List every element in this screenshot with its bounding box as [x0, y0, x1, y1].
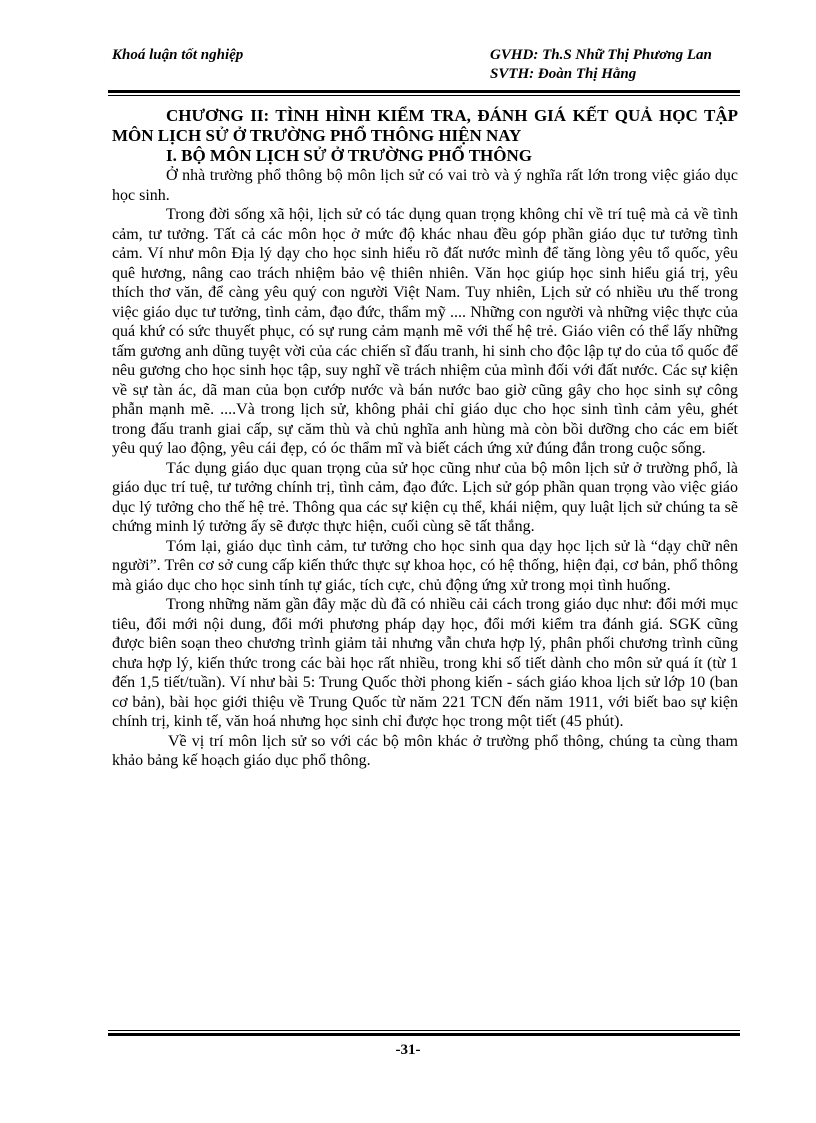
chapter-title: CHƯƠNG II: TÌNH HÌNH KIỂM TRA, ĐÁNH GIÁ KẾT QUẢ HỌC TẬP MÔN LỊCH SỬ Ở TRƯỜNG PHỔ THÔNG HIỆN NAY — [112, 106, 738, 145]
paragraph: Tác dụng giáo dục quan trọng của sử học cũng như của bộ môn lịch sử ở trường phổ, là giáo dục trí tuệ, tư tưởng chính trị, tình cảm, đạo đức. Lịch sử góp phần quan trọng vào việc giáo dục lý tưởng cho thế hệ trẻ. Thông qua các sự kiện cụ thể, khái niệm, quy luật lịch sử chúng ta sẽ chứng minh lý tưởng ấy sẽ được thực hiện, cuối cùng sẽ tất thắng. — [112, 459, 738, 535]
paragraph: Tóm lại, giáo dục tình cảm, tư tưởng cho học sinh qua dạy học lịch sử là “dạy chữ nên người”. Trên cơ sở cung cấp kiến thức thực sự khoa học, có hệ thống, hiện đại, cơ bản, phổ thông mà giáo dục cho học sinh tính tự giác, tích cực, chủ động ứng xử trong mọi tình huống. — [112, 537, 738, 594]
section-title: I. BỘ MÔN LỊCH SỬ Ở TRƯỜNG PHỔ THÔNG — [166, 146, 533, 165]
paragraph: Trong đời sống xã hội, lịch sử có tác dụng quan trọng không chỉ về trí tuệ mà cả về tình cảm, tư tưởng. Tất cả các môn học ở mức độ khác nhau đều góp phần giáo dục tư tưởng tình cảm. Ví như môn Địa lý dạy cho học sinh hiểu rõ đất nước mình để tăng lòng yêu tổ quốc, yêu quê hương, nâng cao trách nhiệm bảo vệ thiên nhiên. Văn học giúp học sinh hiểu giá trị, yêu thích thơ văn, để càng yêu quý con người Việt Nam. Tuy nhiên, Lịch sử có nhiều ưu thế trong việc giáo dục tư tưởng, tình cảm, đạo đức, thẩm mỹ .... Những con người và những việc thực của quá khứ có sức thuyết phục, có sự rung cảm mạnh mẽ với thế hệ trẻ. Giáo viên có thể lấy những tấm gương anh dũng tuyệt vời của các chiến sĩ đấu tranh, hi sinh cho độc lập tự do của tổ quốc để nêu gương cho học sinh học tập, suy nghĩ về trách nhiệm của mình đối với đất nước. Các sự kiện về sự tàn ác, dã man của bọn cướp nước và bán nước bao giờ cũng gây cho học sinh sự công phẫn mạnh mẽ. ....Và trong lịch sử, không phải chỉ giáo dục cho học sinh tình cảm yêu, ghét trong đấu tranh giai cấp, sự căm thù và chủ nghĩa anh hùng mà còn bồi dưỡng cho các em biết yêu quý lao động, yêu cái đẹp, có óc thẩm mĩ và biết cách ứng xử đúng đắn trong cuộc sống. — [112, 206, 738, 457]
header-author-block — [490, 46, 712, 84]
footer-rule-thick — [108, 1033, 740, 1036]
header-thesis-label: Khoá luận tốt nghiệp — [112, 47, 244, 63]
header-supervisor: GVHD: Th.S Nhữ Thị Phương Lan — [490, 47, 712, 63]
paragraph: Trong những năm gần đây mặc dù đã có nhiều cải cách trong giáo dục như: đổi mới mục tiêu, đổi mới nội dung, đổi mới phương pháp dạy học, đổi mới kiểm tra đánh giá. SGK cũng được biên soạn theo chương trình giảm tải nhưng vẫn chưa hợp lý, phân phối chương trình cũng chưa hợp lý, kiến thức trong các bài học rất nhiều, trong khi số tiết dành cho môn sử quá ít (từ 1 đến 1,5 tiết/tuần). Ví như bài 5: Trung Quốc thời phong kiến - sách giáo khoa lịch sử lớp 10 (ban cơ bản), bài học giới thiệu về Trung Quốc từ năm 221 TCN đến năm 1911, với biết bao sự kiện chính trị, kinh tế, văn hoá nhưng học sinh chỉ được học trong một tiết (45 phút). — [112, 596, 738, 730]
footer-rule-thin — [108, 1030, 740, 1031]
header-rule-thick — [108, 90, 740, 93]
page-number: -31- — [395, 1042, 421, 1058]
page-body — [112, 106, 738, 771]
header-student: SVTH: Đoàn Thị Hằng — [490, 66, 637, 82]
paragraph: Về vị trí môn lịch sử so với các bộ môn khác ở trường phổ thông, chúng ta cùng tham khảo bảng kế hoạch giáo dục phổ thông. — [112, 732, 738, 769]
paragraph: Ở nhà trường phổ thông bộ môn lịch sử có vai trò và ý nghĩa rất lớn trong việc giáo dục học sinh. — [112, 167, 738, 204]
header-rule-thin — [108, 95, 740, 96]
